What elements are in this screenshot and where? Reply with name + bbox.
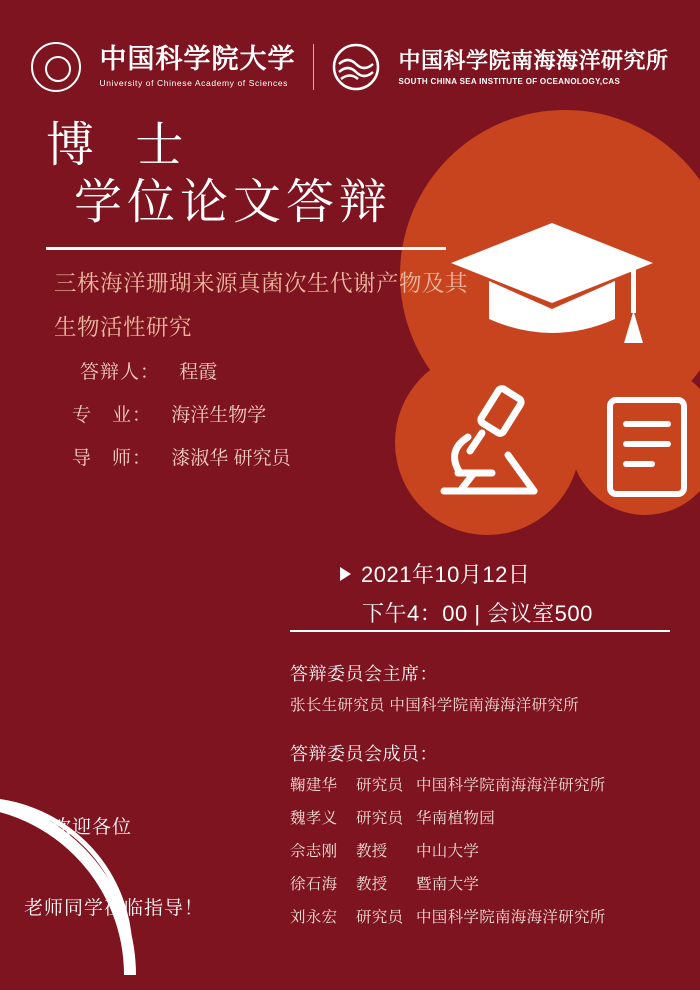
meta-value-advisor: 漆淑华 研究员 — [171, 447, 291, 469]
document-icon — [600, 392, 700, 502]
member-affiliation: 中山大学 — [416, 843, 480, 861]
welcome-line-2: 老师同学莅临指导！ — [24, 898, 205, 919]
member-affiliation: 中国科学院南海海洋研究所 — [416, 777, 606, 795]
list-item — [290, 840, 670, 864]
member-name: 徐石海 — [290, 876, 338, 894]
ucas-institution-name — [99, 45, 295, 88]
schedule-date-row — [340, 558, 593, 589]
scsio-wave-icon — [332, 43, 380, 91]
member-name: 刘永宏 — [290, 909, 338, 927]
member-affiliation: 华南植物园 — [416, 810, 496, 828]
committee-block — [290, 660, 670, 939]
member-role: 研究员 — [356, 777, 404, 795]
member-role: 研究员 — [356, 810, 404, 828]
meta-label-presenter: 答辩人： — [80, 362, 161, 383]
member-role: 研究员 — [356, 909, 404, 927]
meta-row-advisor — [72, 438, 291, 481]
schedule-place: 下午4：00 | 会议室500 — [362, 601, 593, 626]
member-affiliation: 中国科学院南海海洋研究所 — [416, 909, 606, 927]
list-item — [290, 873, 670, 897]
page-title — [46, 118, 446, 250]
graduation-cap-icon — [445, 215, 660, 355]
meta-value-major: 海洋生物学 — [171, 404, 267, 426]
committee-member-list — [290, 774, 670, 930]
committee-chair-heading: 答辩委员会主席： — [290, 664, 438, 684]
schedule-divider — [290, 630, 670, 632]
meta-row-presenter — [72, 352, 291, 395]
title-line-2: 学位论文答辩 — [74, 175, 393, 229]
play-triangle-icon — [340, 567, 351, 581]
list-item — [290, 906, 670, 930]
member-affiliation: 暨南大学 — [416, 876, 480, 894]
member-name: 鞠建华 — [290, 777, 338, 795]
header-divider — [313, 44, 314, 90]
meta-row-major — [72, 395, 291, 438]
list-item — [290, 774, 670, 798]
presenter-meta — [72, 352, 291, 480]
list-item — [290, 807, 670, 831]
scsio-name-en: SOUTH CHINA SEA INSTITUTE OF OCEANOLOGY,CAS — [398, 77, 621, 87]
ucas-name-cn: 中国科学院大学 — [99, 44, 296, 75]
poster-header — [0, 42, 700, 92]
member-role: 教授 — [356, 876, 388, 894]
member-name: 佘志刚 — [290, 843, 338, 861]
committee-spacer — [290, 718, 670, 740]
meta-label-major: 专 业： — [72, 404, 153, 426]
member-name: 魏孝义 — [290, 810, 338, 828]
thesis-subject: 三株海洋珊瑚来源真菌次生代谢产物及其生物活性研究 — [54, 271, 469, 340]
meta-label-advisor: 导 师： — [72, 447, 153, 469]
scsio-institution-name — [398, 48, 668, 86]
welcome-line-1: 欢迎各位 — [52, 817, 133, 838]
meta-value-presenter: 程霞 — [179, 362, 218, 383]
committee-members-heading: 答辩委员会成员： — [290, 744, 438, 765]
scsio-name-cn: 中国科学院南海海洋研究所 — [398, 47, 669, 73]
microscope-icon — [430, 385, 550, 505]
committee-chair: 张长生研究员 中国科学院南海海洋研究所 — [290, 697, 580, 714]
ucas-seal-icon — [31, 42, 81, 92]
ucas-name-en: University of Chinese Academy of Sciences — [99, 78, 289, 89]
title-underline — [46, 247, 446, 250]
title-line-1: 博 士 — [46, 119, 198, 172]
member-role: 教授 — [356, 843, 388, 861]
schedule-date: 2021年10月12日 — [361, 562, 531, 587]
schedule-block — [340, 558, 593, 628]
